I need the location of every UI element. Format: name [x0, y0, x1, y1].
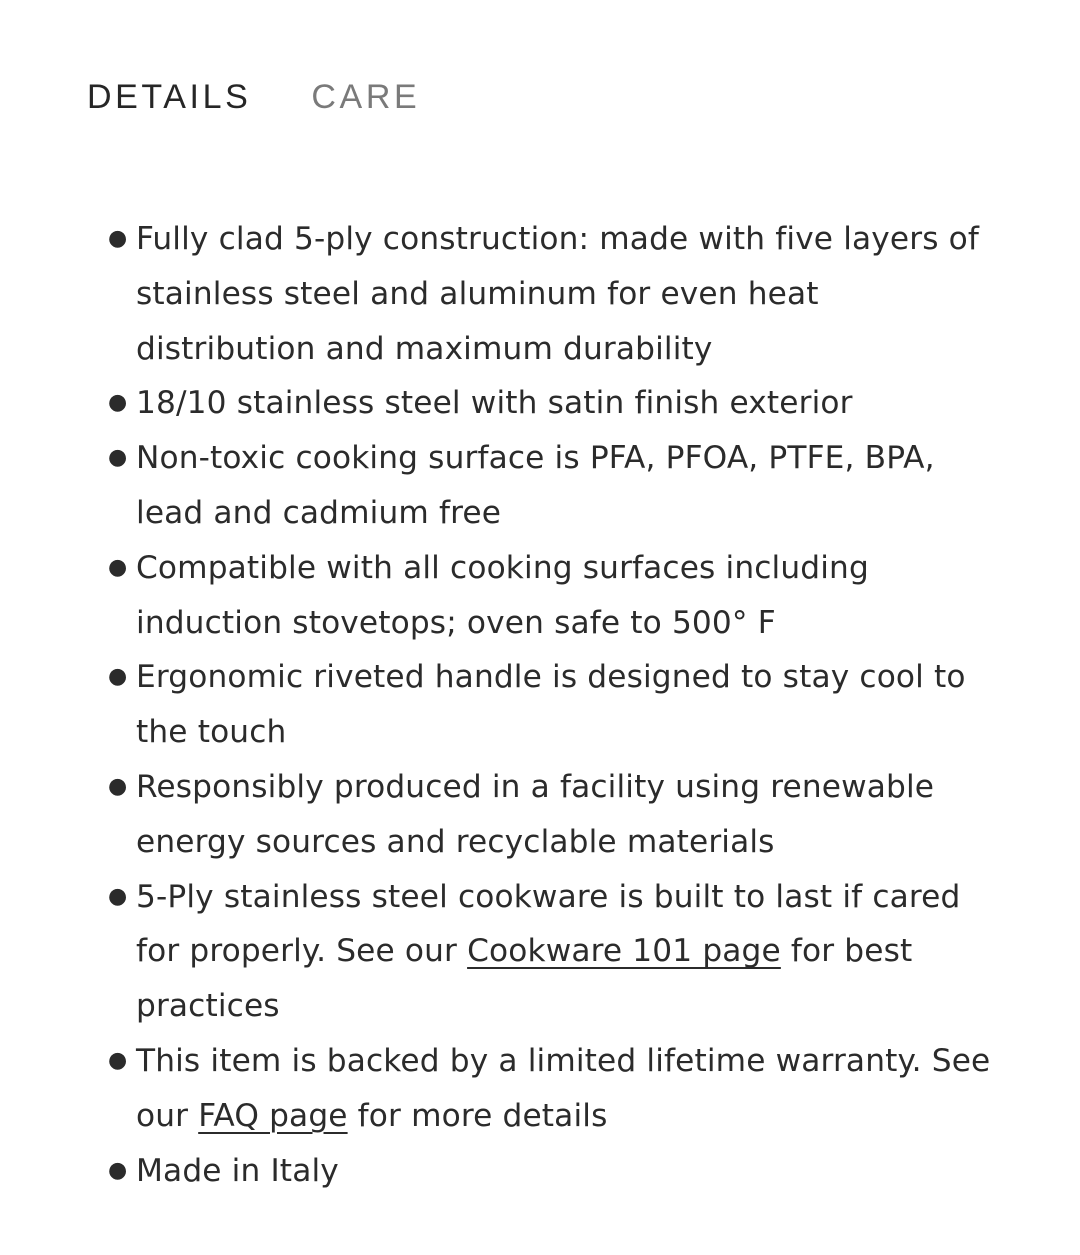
list-item-text: for best practices — [136, 933, 913, 1025]
list-item-text: Fully clad 5-ply construction: made with five layers of stainless steel and aluminum for even heat distribution and maximum durability — [136, 221, 980, 367]
bullet-icon: ● — [108, 445, 128, 471]
list-item-text: Ergonomic riveted handle is designed to stay cool to the touch — [136, 659, 966, 751]
bullet-icon: ● — [108, 1157, 128, 1183]
list-item — [108, 870, 996, 1034]
list-item — [108, 650, 996, 760]
tab-care[interactable]: CARE — [311, 78, 421, 116]
list-item — [108, 376, 996, 431]
feature-list — [0, 212, 996, 1198]
list-item — [108, 541, 996, 651]
list-item-text: This item is backed by a limited lifetime warranty. See our — [136, 1042, 991, 1134]
bullet-icon: ● — [108, 664, 128, 690]
bullet-icon: ● — [108, 773, 128, 799]
list-item — [108, 212, 996, 376]
list-item-text: for more details — [347, 1097, 608, 1134]
list-item-text: Compatible with all cooking surfaces including induction stovetops; oven safe to 500° F — [136, 549, 869, 641]
bullet-icon: ● — [108, 554, 128, 580]
list-item-text: 5-Ply stainless steel cookware is built to last if cared for properly. See our — [136, 878, 961, 970]
list-item-text: Responsibly produced in a facility using renewable energy sources and recyclable materials — [136, 768, 935, 860]
bullet-icon: ● — [108, 1047, 128, 1073]
bullet-icon: ● — [108, 390, 128, 416]
product-info-tabs — [87, 76, 420, 118]
list-item — [108, 431, 996, 541]
bullet-icon: ● — [108, 883, 128, 909]
faq-page-link[interactable]: FAQ page — [198, 1097, 348, 1134]
list-item — [108, 1034, 996, 1144]
list-item-text: Non-toxic cooking surface is PFA, PFOA, PTFE, BPA, lead and cadmium free — [136, 440, 935, 531]
list-item — [108, 1144, 996, 1199]
list-item-text: Made in Italy — [136, 1152, 339, 1189]
tab-details[interactable]: DETAILS — [87, 78, 252, 116]
details-panel — [0, 212, 1080, 1198]
bullet-icon: ● — [108, 226, 128, 251]
list-item-text: 18/10 stainless steel with satin finish exterior — [136, 385, 853, 422]
list-item — [108, 760, 996, 870]
cookware-101-link[interactable]: Cookware 101 page — [467, 933, 781, 970]
